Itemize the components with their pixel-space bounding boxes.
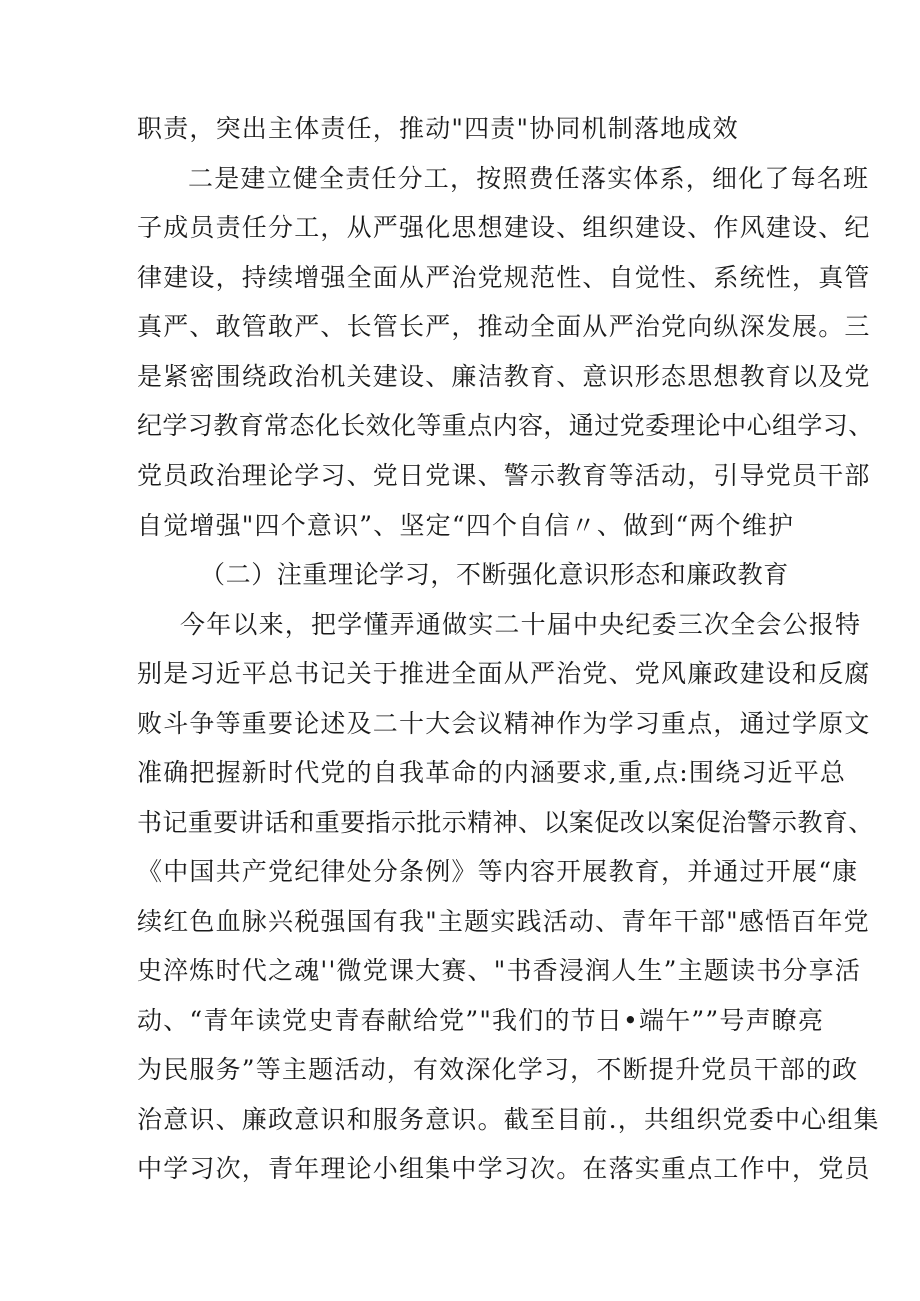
text-line: 书记重要讲话和重要指示批示精神、以案促改以案促治警示教育、 (137, 808, 874, 837)
text-line: 准确把握新时代党的自我革命的内涵要求,重,点:围绕习近平总 (137, 758, 847, 787)
text-line: 治意识、廉政意识和服务意识。截至目前.，共组织党委中心组集 (137, 1105, 880, 1134)
text-line: 纪学习教育常态化长效化等重点内容，通过党委理论中心组学习、 (137, 411, 874, 440)
text-line: 败斗争等重要论述及二十大会议精神作为学习重点，通过学原文 (137, 709, 871, 738)
text-line: 动、“青年读党史青春献给党”"我们的节日•端午””号声瞭亮 (137, 1006, 825, 1035)
section-heading: （二）注重理论学习，不断强化意识形态和廉政教育 (200, 560, 789, 589)
text-line: 续红色血脉兴税强国有我"主题实践活动、青年干部"感悟百年党 (137, 907, 870, 936)
text-line: 自觉增强"四个意识”、坚定“四个自信〃、做到“两个维护 (137, 511, 795, 540)
text-line: 为民服务”等主题活动，有效深化学习，不断提升党员干部的政 (137, 1055, 859, 1084)
text-line: 律建设，持续增强全面从严治党规范性、自觉性、系统性，真管 (137, 263, 871, 292)
paragraph-first-line: 二是建立健全责任分工，按照费任落实体系，细化了每名班 (188, 164, 870, 193)
paragraph-first-line: 今年以来，把学懂弄通做实二十届中央纪委三次全会公报特 (180, 610, 862, 639)
text-line: 中学习次，青年理论小组集中学习次。在落实重点工作中，党员 (137, 1154, 871, 1183)
text-line: 别是习近平总书记关于推进全面从严治党、党风廉政建设和反腐 (137, 659, 871, 688)
text-line: 真严、敢管敢严、长管长严，推动全面从严治党向纵深发展。三 (137, 312, 871, 341)
text-line: 史淬炼时代之魂''微党课大赛、"书香浸润人生”主题读书分享活 (137, 956, 862, 985)
text-line: 子成员责任分工，从严强化思想建设、组织建设、作风建设、纪 (137, 213, 871, 242)
text-line: 职责，突出主体责任，推动"四责"协同机制落地成效 (137, 114, 739, 143)
text-line: 党员政治理论学习、党日党课、警示教育等活动，引导党员干部 (137, 461, 871, 490)
text-line: 《中国共产党纪律处分条例》等内容开展教育，并通过开展“康 (137, 857, 859, 886)
text-line: 是紧密围绕政治机关建设、廉洁教育、意识形态思想教育以及党 (137, 362, 871, 391)
